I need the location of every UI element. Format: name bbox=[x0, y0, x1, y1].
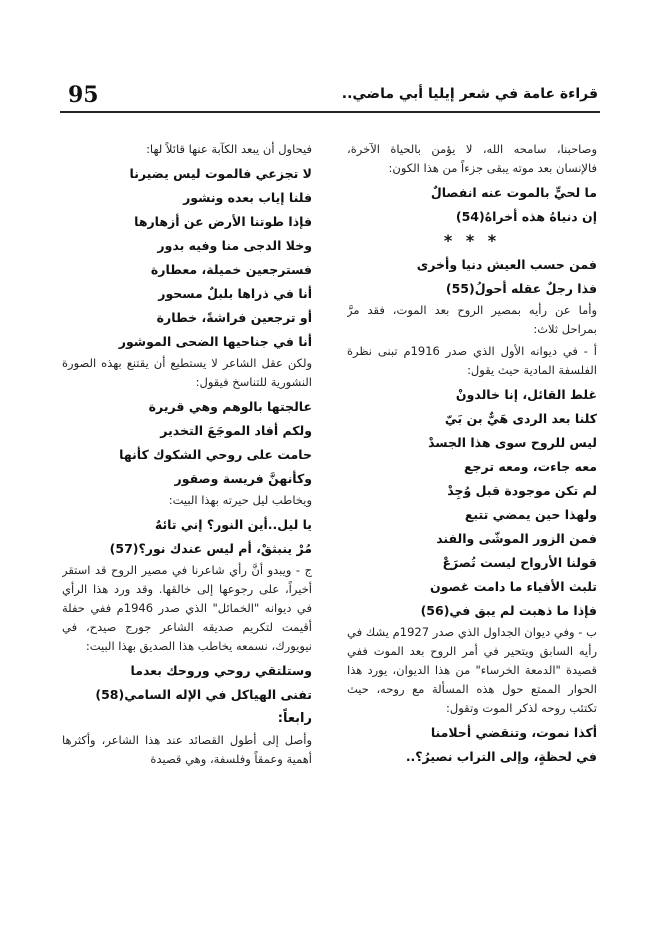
verse-line: وستلتقي روحي وروحك بعدما bbox=[130, 663, 312, 678]
verse-line: ولهذا حين يمضي تتبع bbox=[464, 507, 597, 522]
verse-line: أنا في ذراها بلبلٌ مسحور bbox=[158, 286, 312, 301]
verse-line: وكأنهنَّ فريسة وصقور bbox=[174, 471, 312, 486]
text-columns bbox=[62, 140, 597, 900]
verse-line: قولنا الأرواح ليست تُصرَعْ bbox=[442, 555, 597, 570]
verse-line: فمن الزور الموشّى والفند bbox=[436, 531, 597, 546]
verse-line: ليس للروح سوى هذا الجسدْ bbox=[428, 435, 597, 450]
running-title: قراءة عامة في شعر إيليا أبي ماضي.. bbox=[341, 86, 598, 102]
prose-paragraph: ج - ويبدو أنَّ رأي شاعرنا في مصير الروح قد استقر أخيراً، على رجوعها إلى خالقها. وقد ورد هذا الرأي في ديوانه "الخمائل" الذي صدر 1946م ففي حفلة أقيمت لتكريم صديقه الشاعر جورج صيدح، في نيويورك، نسمعه يخاطب هذا الصديق بهذا البيت: bbox=[62, 563, 312, 653]
verse-line: فإذا طوتنا الأرض عن أزهارها bbox=[134, 214, 312, 229]
verse-line: فمن حسب العيش دنيا وأخرى bbox=[416, 257, 597, 272]
page-number: 95 bbox=[68, 82, 99, 108]
verse-line: غلط القائل، إنا خالدونْ bbox=[455, 387, 597, 402]
verse-line: يا ليل..أين النور؟ إني تائهٌ bbox=[154, 517, 312, 532]
verse-line: ولكم أفاد الموجَعَ التخدير bbox=[160, 423, 312, 438]
verse-line: فإذا ما ذهبت لم يبق في(56) bbox=[420, 603, 597, 618]
verse-line: ما لحيٍّ بالموت عنه انفصالٌ bbox=[430, 185, 597, 200]
page-header bbox=[60, 82, 600, 112]
verse-line: إن دنياهُ هذه أخراهُ(54) bbox=[455, 209, 597, 224]
verse-line: لا تجزعي فالموت ليس يضيرنا bbox=[129, 166, 312, 181]
verse-line: أنا في جناحيها الضحى الموشور bbox=[118, 334, 312, 349]
right-column bbox=[347, 140, 597, 900]
verse-line: في لحظةٍ، وإلى التراب نصيرُ؟.. bbox=[405, 749, 597, 764]
prose-paragraph: وأما عن رأيه بمصير الروح بعد الموت، فقد مرَّ بمراحل ثلاث: bbox=[347, 303, 597, 336]
header-rule bbox=[60, 111, 600, 113]
prose-paragraph: ولكن عقل الشاعر لا يستطيع أن يقتنع بهذه الصورة النشورية للتناسخ فيقول: bbox=[62, 356, 312, 389]
prose-paragraph: وصاحبنا، سامحه الله، لا يؤمن بالحياة الآخرة، فالإنسان بعد موته يبقى جزءاً من هذا الكون: bbox=[347, 142, 597, 175]
verse-line: أو ترجعين فراشةً، خطارة bbox=[156, 310, 312, 325]
verse-line: عالجتها بالوهم وهي قريرة bbox=[148, 399, 312, 414]
verse-line: تلبث الأفياء ما دامت غصون bbox=[430, 579, 597, 594]
verse-line: كلنا بعد الردى هَيٌّ بن بَيّ bbox=[444, 411, 597, 426]
verse-line: لم تكن موجودة قبل وُجِدْ bbox=[447, 483, 597, 498]
verse-line: أكذا نموت، وتنقضي أحلامنا bbox=[430, 725, 597, 740]
verse-line: مُرْ ينبثقْ، أم ليس عندك نور؟(57) bbox=[109, 541, 312, 556]
prose-paragraph: أ - في ديوانه الأول الذي صدر 1916م تبنى نظرة الفلسفة المادية حيث يقول: bbox=[347, 344, 597, 377]
verse-separator: * * * bbox=[443, 231, 501, 250]
verse-line: معه جاءت، ومعه ترجع bbox=[464, 459, 597, 474]
verse-line: فلنا إياب بعده ونشور bbox=[183, 190, 312, 205]
verse-line: تفنى الهياكل في الإله السامي(58) bbox=[95, 687, 312, 702]
section-heading: رابعاً: bbox=[277, 711, 312, 726]
prose-paragraph: فيحاول أن يبعد الكآبة عنها قائلاً لها: bbox=[146, 142, 312, 156]
prose-paragraph: ب - وفي ديوان الجداول الذي صدر 1927م يشك في رأيه السابق ويتحير في أمر الروح بعد الموت ففي قصيدة "الدمعة الخرساء" من هذا الديوان، يورد هذا الحوار الممتع حول هذه المسألة مع روحه، حيث تكتئب روحه لذكر الموت وتقول: bbox=[347, 625, 597, 715]
prose-paragraph: وأصل إلى أطول القصائد عند هذا الشاعر، وأكثرها أهمية وعمقاً وفلسفة، وهي قصيدة bbox=[62, 733, 312, 766]
prose-paragraph: ويخاطب ليل حيرته بهذا البيت: bbox=[168, 493, 312, 507]
verse-line: فسترجعين خميلة، معطارة bbox=[150, 262, 312, 277]
verse-line: وخلا الدجى منا وفيه بدور bbox=[157, 238, 312, 253]
left-column bbox=[62, 140, 312, 900]
verse-line: حامت على روحي الشكوك كأنها bbox=[119, 447, 312, 462]
verse-line: فذا رجلٌ عقله أحولُ(55) bbox=[445, 281, 597, 296]
